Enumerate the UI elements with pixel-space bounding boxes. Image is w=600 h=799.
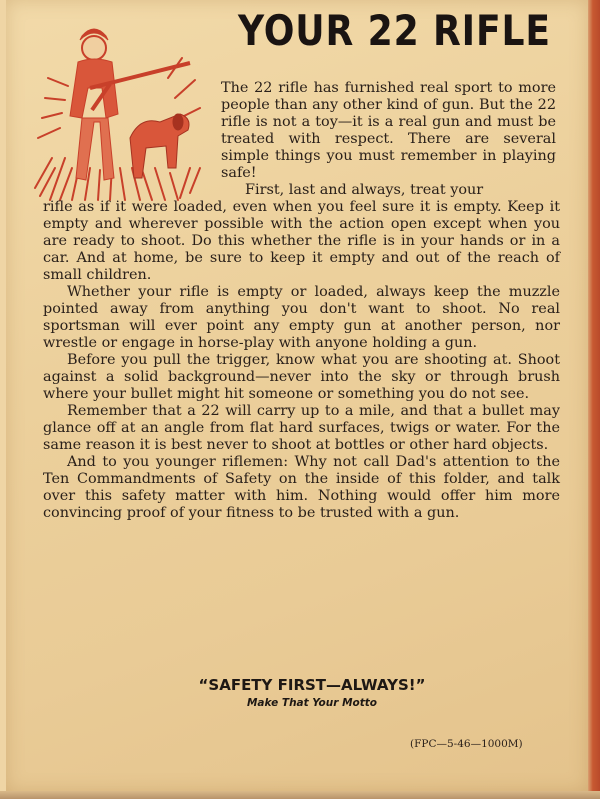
paragraph-range: Remember that a 22 will carry up to a mile, and that a bullet may glance off at an angle from flat hard surfaces, twigs or water. For the same reason it is best never to shoot at bottles or other hard objects. (43, 403, 560, 453)
paragraph-trigger: Before you pull the trigger, know what you are shooting at. Shoot against a solid background—never into the sky or through brush where your bullet might hit someone or something you do not see. (43, 352, 560, 402)
hunter-illustration-icon (30, 18, 210, 203)
first-last-line: First, last and always, treat your (245, 182, 484, 198)
motto: Make That Your Motto (246, 697, 377, 709)
document-page (6, 0, 588, 792)
paragraph-loaded: rifle as if it were loaded, even when you feel sure it is empty. Keep it empty and wherever possible with the action open except when you are ready to shoot. Do this whether the rifle is in your hands or in a car. And at home, be sure to keep it empty and out of the reach of small children. (43, 199, 560, 283)
body-text (43, 199, 560, 522)
page-bottom-edge (0, 791, 600, 799)
folder-edge (588, 0, 600, 799)
document-title: YOUR 22 RIFLE (238, 6, 551, 55)
print-code: (FPC—5-46—1000M) (410, 738, 523, 750)
intro-paragraph (221, 80, 556, 199)
safety-slogan: “SAFETY FIRST—ALWAYS!” (198, 676, 426, 694)
paragraph-riflemen: And to you younger riflemen: Why not call Dad's attention to the Ten Commandments of Safety on the inside of this folder, and talk over this safety matter with him. Nothing would offer him more convincing proof of your fitness to be trusted with a gun. (43, 454, 560, 521)
paragraph-muzzle: Whether your rifle is empty or loaded, always keep the muzzle pointed away from anything you don't want to shoot. No real sportsman will ever point any empty gun at another person, nor wrestle or engage in horse-play with anyone holding a gun. (43, 284, 560, 351)
intro-text: The 22 rifle has furnished real sport to more people than any other kind of gun. But the 22 rifle is not a toy—it is a real gun and must be treated with respect. There are several simple things you must remember in playing safe! (221, 80, 556, 181)
